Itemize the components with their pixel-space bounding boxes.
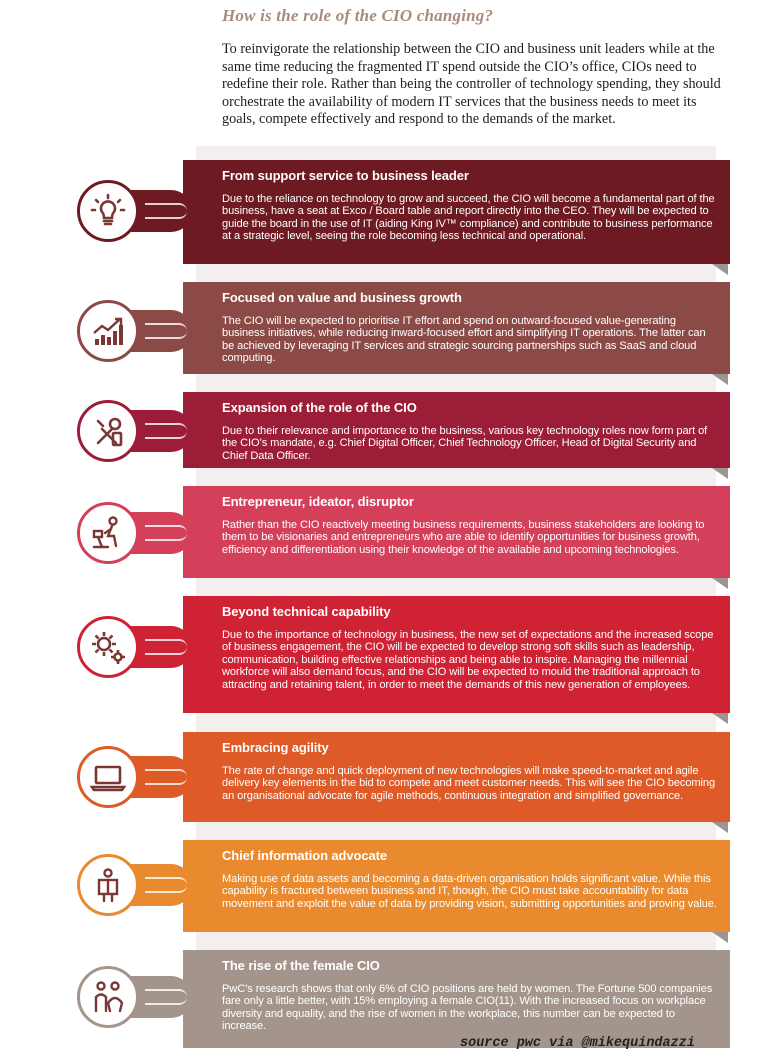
item-card-5	[183, 596, 730, 713]
people-icon	[88, 977, 128, 1017]
page-title: How is the role of the CIO changing?	[222, 6, 494, 25]
person-at-desk-icon	[88, 513, 128, 553]
item-icon-circle	[77, 746, 139, 808]
item-card-1	[183, 160, 730, 264]
lightbulb-icon	[88, 191, 128, 231]
item-icon-circle	[77, 966, 139, 1028]
laptop-icon	[88, 757, 128, 797]
item-icon-circle	[77, 400, 139, 462]
item-body: Due to the importance of technology in business, the new set of expectations and the increased scope of business engagement, the CIO will be expected to develop strong soft skills such as leadership, communication, building effective relationships and being able to inspire. Managing the millennial workforce will also demand focus, and the CIO will be expected to mould the traditional approach to attracting and retaining talent, in order to meet the demands of this new generation of employees.	[222, 629, 714, 691]
item-title: Focused on value and business growth	[222, 290, 462, 305]
intro-paragraph: To reinvigorate the relationship between the CIO and business unit leaders while at the same time reducing the fragmented IT spend outside the CIO’s office, CIOs need to redefine their role. Rather than being the controller of technology spending, they should orchestrate the availability of modern IT services that the business needs to meet its goals, compete effectively and respond to the demands of the market.	[222, 41, 721, 128]
item-title: Embracing agility	[222, 740, 329, 755]
item-body: Due to the reliance on technology to grow and succeed, the CIO will become a fundamental part of the business, have a seat at Exco / Board table and report directly into the CEO. They will be expected to guide the board in the use of IT (aiding King IV™ compliance) and contribute to business performance at a strategic level, seeing the role becoming less technical and operational.	[222, 193, 715, 243]
item-title: Expansion of the role of the CIO	[222, 400, 417, 415]
item-body: PwC’s research shows that only 6% of CIO positions are held by women. The Fortune 500 companies fare only a little better, with 15% employing a female CIO(11). With the increased focus on workplace diversity and equality, and the rise of women in the workplace, this number can be expected to increase.	[222, 983, 713, 1033]
gears-icon	[88, 627, 128, 667]
person-reading-icon	[88, 865, 128, 905]
item-card-2	[183, 282, 730, 374]
page-fold	[712, 578, 728, 589]
item-card-4	[183, 486, 730, 578]
item-icon-circle	[77, 180, 139, 242]
item-body: The CIO will be expected to prioritise IT effort and spend on outward-focused value-generating business initiatives, while reducing inward-focused effort and simplifying IT operations. The latter can be achieved by leveraging IT services and strategic sourcing partnerships such as SaaS and cloud computing.	[222, 315, 706, 365]
source-credit: source pwc via @mikequindazzi	[460, 1036, 695, 1051]
item-icon-circle	[77, 300, 139, 362]
item-icon-circle	[77, 854, 139, 916]
item-body: Rather than the CIO reactively meeting business requirements, business stakeholders are looking to them to be visionaries and entrepreneurs who are able to identify opportunities for business growth, efficiency and differentiation using their knowledge of the available and upcoming technologies.	[222, 519, 705, 556]
page-fold	[712, 264, 728, 275]
item-title: Entrepreneur, ideator, disruptor	[222, 494, 414, 509]
item-card-3	[183, 392, 730, 468]
item-body: Making use of data assets and becoming a data-driven organisation holds significant value. While this capability is fractured between business and IT, though, the CIO must take accountability for data movement and exploit the value of data by providing vision, submitting opportunities and proving value.	[222, 873, 717, 910]
item-title: From support service to business leader	[222, 168, 469, 183]
item-title: Beyond technical capability	[222, 604, 391, 619]
item-card-8	[183, 950, 730, 1048]
page-fold	[712, 468, 728, 479]
page-fold	[712, 822, 728, 833]
item-icon-circle	[77, 502, 139, 564]
item-title: Chief information advocate	[222, 848, 387, 863]
item-body: Due to their relevance and importance to the business, various key technology roles now form part of the CIO’s mandate, e.g. Chief Digital Officer, Chief Technology Officer, Head of Digital Security and Chief Data Officer.	[222, 425, 708, 462]
page-fold	[712, 713, 728, 724]
growth-chart-icon	[88, 311, 128, 351]
page-fold	[712, 932, 728, 943]
item-card-7	[183, 840, 730, 932]
tools-icon	[88, 411, 128, 451]
item-card-6	[183, 732, 730, 822]
page-fold	[712, 374, 728, 385]
item-body: The rate of change and quick deployment of new technologies will make speed-to-market and agile delivery key elements in the bid to compete and meet customer needs. This will see the CIO becoming an organisational advocate for agile methods, continuous integration and simplified governance.	[222, 765, 716, 802]
item-icon-circle	[77, 616, 139, 678]
item-title: The rise of the female CIO	[222, 958, 380, 973]
